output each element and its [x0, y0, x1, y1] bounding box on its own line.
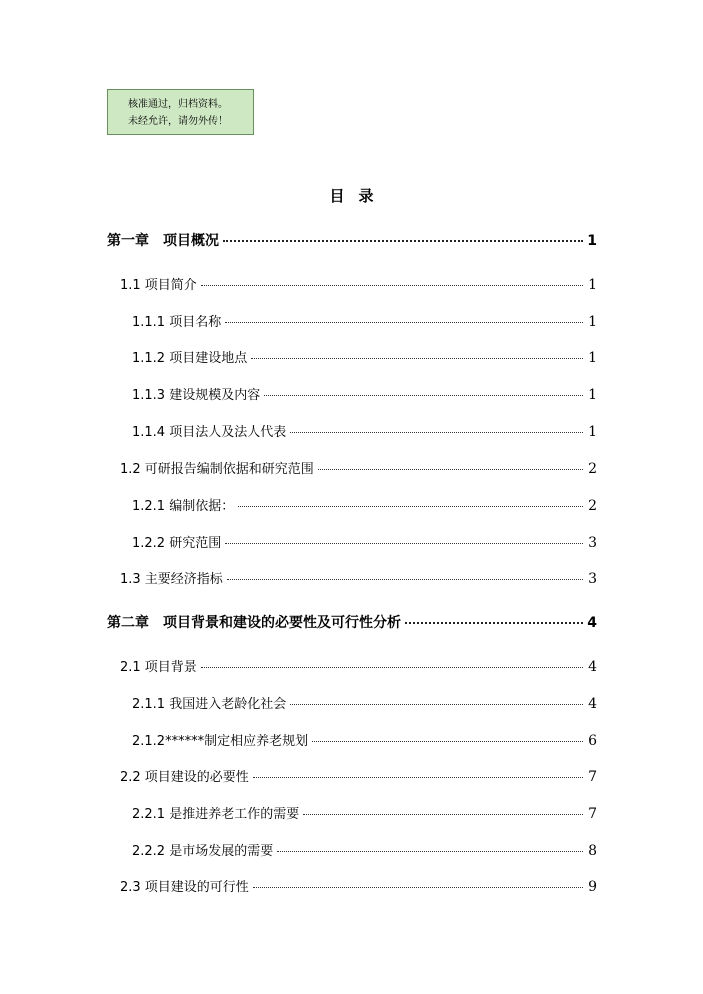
toc-entry-1-2[interactable]: [120, 459, 597, 479]
dot-leader: [251, 358, 583, 359]
toc-entry-page: 4: [588, 659, 597, 675]
toc-entry-label: 2.1 项目背景: [120, 660, 197, 675]
toc-entry-chapter-1[interactable]: [107, 231, 597, 251]
toc-entry-label: 1.2.1 编制依据：: [132, 499, 235, 514]
toc-entry-2-2-2[interactable]: [132, 841, 597, 861]
toc-entry-1-2-2[interactable]: [132, 533, 597, 553]
toc-entry-page: 1: [588, 387, 597, 403]
toc-entry-page: 3: [588, 535, 597, 551]
toc-entry-2-2[interactable]: [120, 767, 597, 787]
toc-entry-label: 1.1.1 项目名称: [132, 315, 222, 330]
stamp-line-2: 未经允许，请勿外传！: [128, 116, 228, 127]
toc-entry-label: 2.1.1 我国进入老龄化社会: [132, 697, 287, 712]
toc-entry-page: 3: [588, 571, 597, 587]
dot-leader: [405, 622, 583, 624]
dot-leader: [238, 506, 583, 507]
toc-entry-label: 2.2.2 是市场发展的需要: [132, 844, 274, 859]
toc-entry-page: 4: [588, 696, 597, 712]
dot-leader: [225, 543, 583, 544]
toc-entry-1-2-1[interactable]: [132, 496, 597, 516]
dot-leader: [277, 851, 583, 852]
dot-leader: [227, 579, 583, 580]
toc-entry-2-1[interactable]: [120, 657, 597, 677]
dot-leader: [253, 777, 583, 778]
dot-leader: [201, 667, 583, 668]
toc-entry-label: 1.1.4 项目法人及法人代表: [132, 425, 287, 440]
toc-title: 目录: [329, 187, 388, 205]
toc-entry-1-1-4[interactable]: [132, 422, 597, 442]
dot-leader: [303, 814, 583, 815]
dot-leader: [225, 322, 583, 323]
stamp-line-1: 核准通过，归档资料。: [128, 99, 228, 110]
toc-entry-label: 1.2.2 研究范围: [132, 536, 222, 551]
toc-entry-1-1-3[interactable]: [132, 385, 597, 405]
toc-entry-1-1-1[interactable]: [132, 312, 597, 332]
toc-entry-page: 9: [588, 879, 597, 895]
dot-leader: [201, 285, 583, 286]
dot-leader: [253, 887, 583, 888]
toc-entry-page: 7: [588, 806, 597, 822]
toc-entry-label: 第二章 项目背景和建设的必要性及可行性分析: [107, 615, 401, 631]
toc-entry-page: 6: [588, 733, 597, 749]
toc-entry-label: 1.1 项目简介: [120, 278, 197, 293]
dot-leader: [290, 432, 583, 433]
toc-entry-2-2-1[interactable]: [132, 804, 597, 824]
toc-entry-label: 1.1.2 项目建设地点: [132, 351, 248, 366]
toc-entry-page: 4: [587, 615, 597, 631]
toc-entry-label: 2.2.1 是推进养老工作的需要: [132, 807, 300, 822]
toc-entry-label: 2.1.2******制定相应养老规划: [132, 734, 309, 749]
toc-entry-label: 第一章 项目概况: [107, 233, 219, 249]
toc-entry-1-1-2[interactable]: [132, 348, 597, 368]
dot-leader: [223, 240, 583, 242]
dot-leader: [264, 395, 583, 396]
toc-entry-2-1-2[interactable]: [132, 731, 597, 751]
toc-entry-label: 1.3 主要经济指标: [120, 572, 223, 587]
toc-entry-2-3[interactable]: [120, 877, 597, 897]
dot-leader: [290, 704, 583, 705]
toc-entry-label: 1.1.3 建设规模及内容: [132, 388, 261, 403]
toc-entry-1-3[interactable]: [120, 569, 597, 589]
toc-entry-page: 1: [588, 350, 597, 366]
toc-entry-page: 1: [588, 424, 597, 440]
dot-leader: [312, 741, 583, 742]
toc-entry-page: 1: [588, 314, 597, 330]
toc-entry-page: 8: [588, 843, 597, 859]
toc-entry-chapter-2[interactable]: [107, 613, 597, 633]
toc-entry-page: 1: [588, 277, 597, 293]
toc-entry-label: 2.3 项目建设的可行性: [120, 880, 249, 895]
toc-entry-label: 1.2 可研报告编制依据和研究范围: [120, 462, 314, 477]
toc-entry-page: 2: [588, 461, 597, 477]
toc-entry-page: 7: [588, 769, 597, 785]
toc-entry-1-1[interactable]: [120, 275, 597, 295]
toc-entry-label: 2.2 项目建设的必要性: [120, 770, 249, 785]
approval-stamp: [107, 89, 254, 135]
toc-entry-page: 2: [588, 498, 597, 514]
toc-entry-2-1-1[interactable]: [132, 694, 597, 714]
dot-leader: [318, 469, 583, 470]
toc-entry-page: 1: [587, 233, 597, 249]
